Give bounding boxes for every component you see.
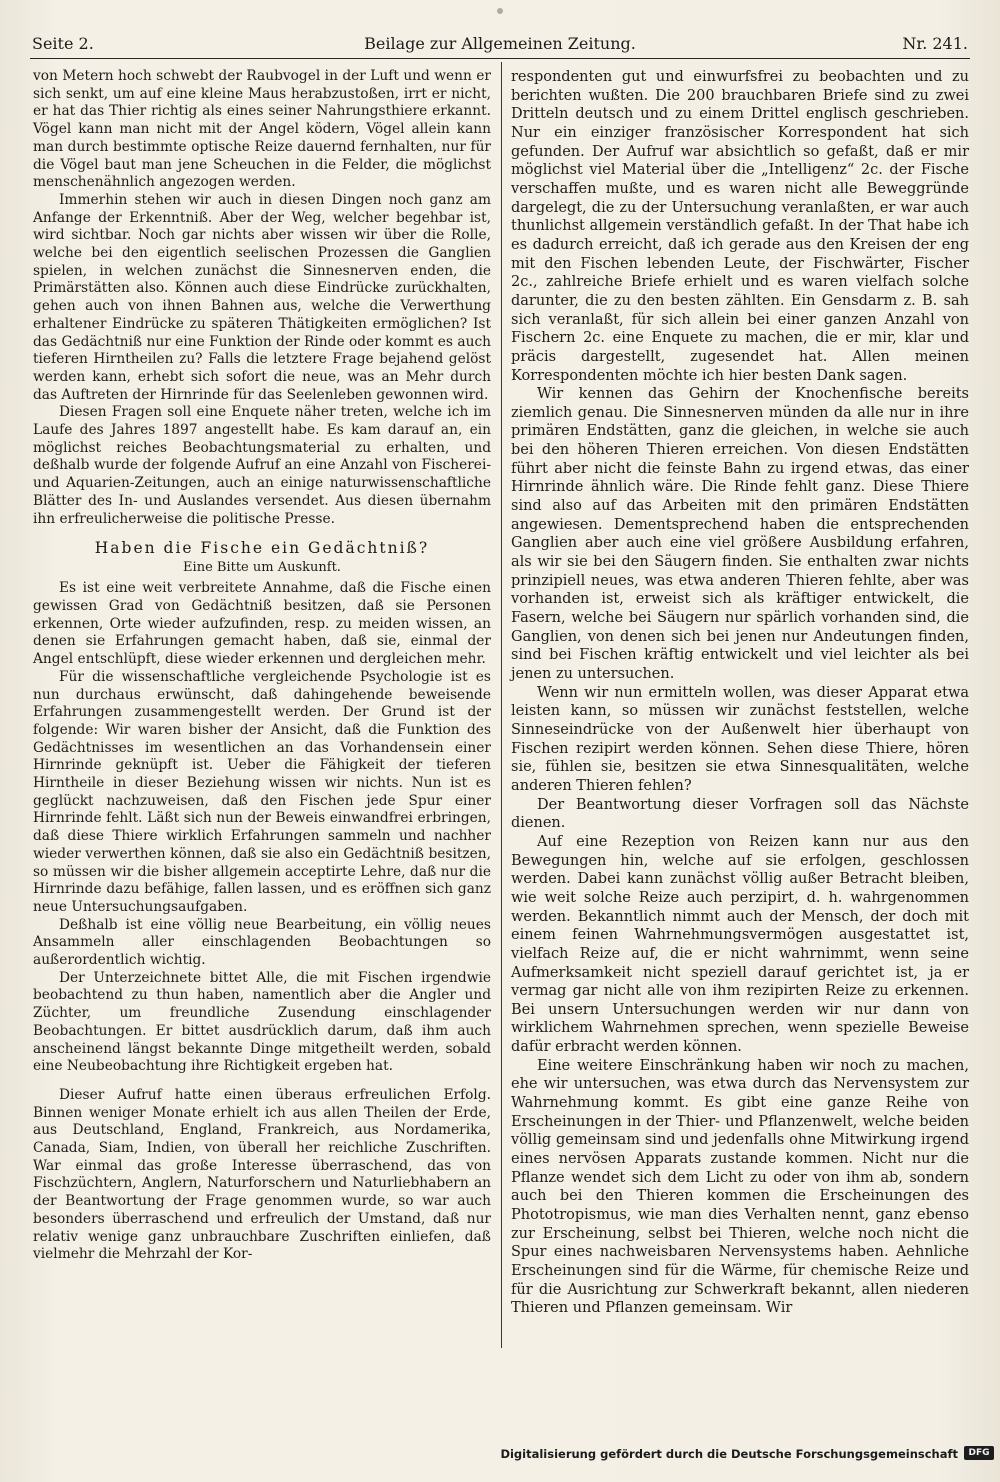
credit-text: Digitalisierung gefördert durch die Deutsche Forschungsgemeinschaft	[500, 1447, 958, 1461]
issue-number: Nr. 241.	[902, 34, 968, 53]
paragraph: respondenten gut und einwurfsfrei zu beobachten und zu berichten wußten. Die 200 brauchbaren Briefe sind zu zwei Dritteln deutsch und zu einem Drittel englisch geschrieben. Nur ein einziger französischer Korrespondent hat sich gefunden. Der Aufruf war absichtlich so gefaßt, daß er mir möglichst viel Material über die „Intelligenz“ 2c. der Fische verschaffen mußte, und es waren nicht alle Beweggründe dargelegt, die zu der Untersuchung veranlaßten, er war auch thunlichst allgemein verständlich gefaßt. In der That habe ich es dadurch erreicht, daß ich gerade aus den Kreisen der eng mit den Fischen lebenden Leute, der Fischwärter, Fischer 2c., zahlreiche Briefe erhielt und es waren vielfach solche darunter, die zu den besten zählten. Ein Gensdarm z. B. sah sich veranlaßt, für sich allein bei einer ganzen Anzahl von Fischern 2c. eine Enquete zu machen, die er mir, klar und präcis dargestellt, zugesendet hat. Allen meinen Korrespondenten möchte ich hier besten Dank sagen.	[511, 69, 969, 384]
column-divider	[501, 62, 502, 1348]
section-subheading: Eine Bitte um Auskunft.	[183, 560, 341, 576]
section-heading: Haben die Fische ein Gedächtniß?	[94, 539, 430, 558]
digitization-credit	[500, 1443, 994, 1465]
paragraph: Deßhalb ist eine völlig neue Bearbeitung, ein völlig neues Ansammeln aller einschlagenden Beobachtungen so außerordentlich wichtig.	[33, 916, 491, 969]
paragraph: Wenn wir nun ermitteln wollen, was dieser Apparat etwa leisten kann, so müssen wir zunächst feststellen, welche Sinneseindrücke von der Außenwelt hier überhaupt von Fischen rezipirt werden können. Sehen diese Thiere, hören sie, fühlen sie, besitzen sie etwa Sinnesqualitäten, welche anderen Thieren fehlen?	[511, 684, 969, 794]
paragraph: von Metern hoch schwebt der Raubvogel in der Luft und wenn er sich senkt, um auf eine kleine Maus herabzustoßen, irrt er nicht, er hat das Thier richtig als eines seiner Nahrungsthiere erkannt. Vögel kann man nicht mit der Angel ködern, Vögel allein kann man durch bestimmte optische Reize dauernd fernhalten, nur für die Vögel baut man jene Scheuchen in die Felder, die möglichst menschenähnlich angezogen werden.	[33, 68, 491, 191]
header-rule	[30, 58, 970, 59]
paragraph: Wir kennen das Gehirn der Knochenfische bereits ziemlich genau. Die Sinnesnerven münden da alle nur in ihre primären Endstätten, ganz die gleichen, in welche sie auch bei den höheren Thieren erreichen. Von diesen Endstätten führt aber nicht die feinste Bahn zu irgend etwas, das einer Hirnrinde ähnlich wäre. Die Rinde fehlt ganz. Diese Thiere sind also auf das Arbeiten mit den primären Endstätten angewiesen. Dementsprechend haben die entsprechenden Ganglien aber auch eine viel größere Ausbildung erfahren, als wir sie bei den Säugern finden. Sie enthalten zwar nichts prinzipiell neues, was etwa anderen Thieren fehlte, aber was vorhanden ist, erweist sich als kräftiger entwickelt, die Fasern, welche bei Säugern nur spärlich vorhanden sind, die Ganglien, von denen sich bei jenen nur Andeutungen finden, sind bei Fischen kräftig entwickelt und viel leichter als bei jenen zu untersuchen.	[511, 386, 969, 682]
paragraph: Diesen Fragen soll eine Enquete näher treten, welche ich im Laufe des Jahres 1897 angestellt habe. Es kam darauf an, ein möglichst reiches Beobachtungsmaterial zu erhalten, und deßhalb wurde der folgende Aufruf an eine Anzahl von Fischerei- und Aquarien-Zeitungen, auch an einige naturwissenschaftliche Blätter des In- und Auslandes versendet. Aus diesen übernahm ihn erfreulicherweise die politische Presse.	[33, 404, 491, 527]
paragraph: Dieser Aufruf hatte einen überaus erfreulichen Erfolg. Binnen weniger Monate erhielt ich aus allen Theilen der Erde, aus Deutschland, England, Frankreich, aus Nordamerika, Canada, Siam, Indien, von überall her reichliche Zuschriften. War einmal das große Interesse überraschend, das von Fischzüchtern, Anglern, Naturforschern und Naturliebhabern an der Beantwortung der Frage genommen wurde, so war auch besonders überraschend und erfreulich der Umstand, daß nur relativ wenige ganz unbrauchbare Zuschriften einliefen, daß vielmehr die Mehrzahl der Kor-	[33, 1086, 491, 1263]
left-column	[33, 68, 491, 1264]
page-number: Seite 2.	[32, 34, 94, 53]
paragraph: Auf eine Rezeption von Reizen kann nur aus den Bewegungen hin, welche auf sie erfolgen, geschlossen werden. Dabei kann zunächst völlig außer Betracht bleiben, wie weit solche Reize auch perzipirt, d. h. wahrgenommen werden. Bekanntlich nimmt auch der Mensch, der doch mit einem feinen Wahrnehmungsvermögen ausgestattet ist, vielfach Reize auf, die er nicht wahrnimmt, wenn seine Aufmerksamkeit nicht speziell darauf gerichtet ist, ja er vermag gar nicht alle von ihm rezipirten Reize zu erkennen. Bei unsern Untersuchungen werden wir nur dann von wirklichem Wahrnehmen sprechen, wenn spezielle Beweise dafür erbracht werden können.	[511, 833, 969, 1056]
page-header	[30, 30, 970, 56]
right-column	[511, 68, 969, 1318]
paragraph: Für die wissenschaftliche vergleichende Psychologie ist es nun durchaus erwünscht, daß dahingehende beweisende Erfahrungen zusammengestellt werden. Der Grund ist der folgende: Wir waren bisher der Ansicht, daß die Funktion des Gedächtnisses im wesentlichen an das Vorhandensein einer Hirnrinde geknüpft ist. Ueber die Fähigkeit der tieferen Hirntheile in dieser Beziehung wissen wir nichts. Nun ist es geglückt nachzuweisen, daß den Fischen jede Spur einer Hirnrinde fehlt. Läßt sich nun der Beweis einwandfrei erbringen, daß diese Thiere wirklich Erfahrungen sammeln und nachher wieder verwerthen können, daß sie also ein Gedächtniß besitzen, so müssen wir die bisher allgemein acceptirte Lehre, daß nur die Hirnrinde dazu befähige, fallen lassen, und es eröffnen sich ganz neue Untersuchungsaufgaben.	[33, 668, 491, 915]
paragraph: Immerhin stehen wir auch in diesen Dingen noch ganz am Anfange der Erkenntniß. Aber der Weg, welcher begehbar ist, wird sichtbar. Noch gar nichts aber wissen wir über die Rolle, welche bei den eigentlich seelischen Prozessen die Ganglien spielen, in welchen zunächst die Sinnesnerven enden, die Primärstätten also. Können auch diese Eindrücke zurückhalten, gehen auch von ihnen Bahnen aus, welche die Verwerthung erhaltener Eindrücke zu späteren Thätigkeiten ermöglichen? Ist das Gedächtniß nur eine Funktion der Rinde oder kommt es auch tieferen Hirntheilen zu? Falls die letztere Frage bejahend gelöst werden kann, erhebt sich sofort die neue, was an Mehr durch das Auftreten der Hirnrinde für das Seelenleben gewonnen wird.	[33, 191, 491, 403]
page-speck	[497, 8, 503, 14]
paragraph: Es ist eine weit verbreitete Annahme, daß die Fische einen gewissen Grad von Gedächtniß besitzen, daß sie Personen erkennen, Orte wieder aufzufinden, resp. zu meiden wissen, an denen sie Erfahrungen gemacht haben, daß sie, einmal der Angel entschlüpft, diese wieder erkennen und dergleichen mehr.	[33, 580, 491, 668]
paragraph: Der Unterzeichnete bittet Alle, die mit Fischen irgendwie beobachtend zu thun haben, namentlich aber die Angler und Züchter, um freundliche Zusendung einschlagender Beobachtungen. Er bittet ausdrücklich darum, daß ihm auch anscheinend längst bekannte Dinge mitgetheilt werden, sobald eine Neubeobachtung ihre Richtigkeit ergeben hat.	[33, 969, 491, 1075]
paragraph: Eine weitere Einschränkung haben wir noch zu machen, ehe wir untersuchen, was etwa durch das Nervensystem zur Wahrnehmung kommt. Es gibt eine ganze Reihe von Erscheinungen in der Thier- und Pflanzenwelt, welche beiden völlig gemeinsam sind und jedenfalls ohne Mitwirkung irgend eines nervösen Apparats zustande kommen. Nicht nur die Pflanze wendet sich dem Licht zu oder von ihm ab, sondern auch bei den Thieren kommen die Erscheinungen des Phototropismus, wie man dies Verhalten nennt, ganz ebenso zur Erscheinung, selbst bei Thieren, welche noch nicht die Spur eines nachweisbaren Nervensystems haben. Aehnliche Erscheinungen sind für die Wärme, für chemische Reize und für die Ausrichtung zur Schwerkraft bekannt, allen niederen Thieren und Pflanzen gemeinsam. Wir	[511, 1057, 969, 1317]
paragraph: Der Beantwortung dieser Vorfragen soll das Nächste dienen.	[511, 796, 969, 832]
publication-title: Beilage zur Allgemeinen Zeitung.	[364, 34, 636, 53]
dfg-logo: DFG	[964, 1446, 994, 1460]
